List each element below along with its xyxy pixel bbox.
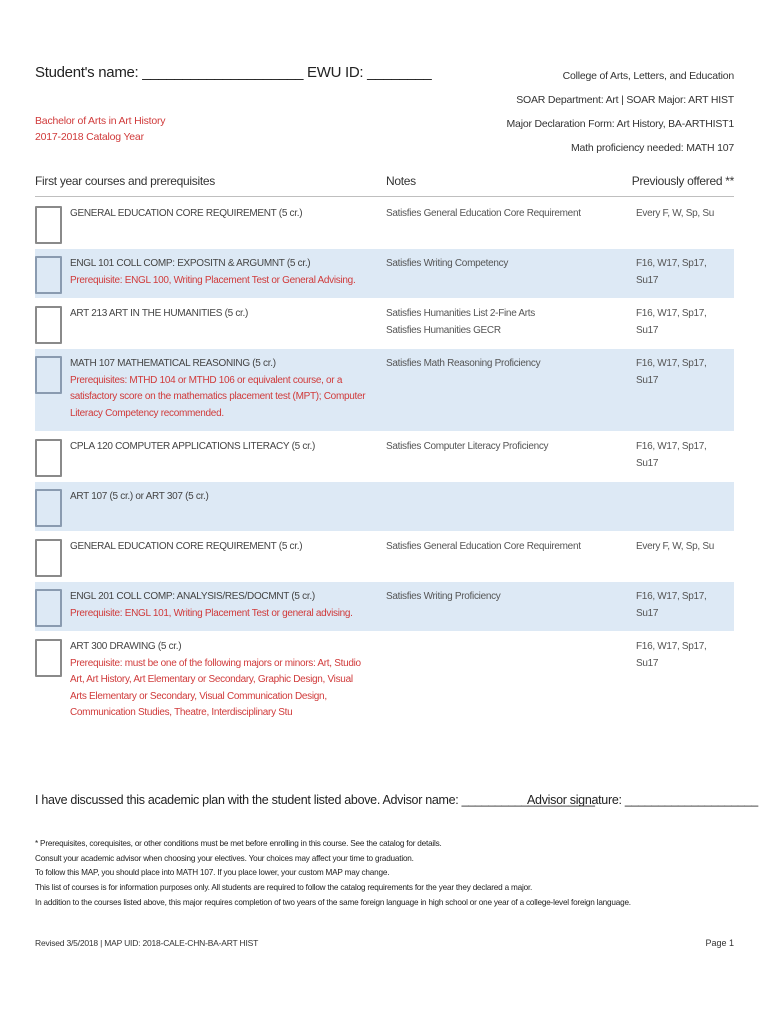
program-name: Bachelor of Arts in Art History — [35, 115, 166, 127]
course-note: Satisfies Humanities GECR — [386, 324, 501, 336]
course-row — [35, 299, 734, 349]
course-offered: F16, W17, Sp17, Su17 — [636, 308, 707, 336]
course-title: ENGL 201 COLL COMP: ANALYSIS/RES/DOCMNT (5 cr.) — [70, 591, 315, 602]
column-previously-offered: Previously offered ** — [631, 174, 734, 188]
course-row — [35, 249, 734, 299]
course-prerequisite: Prerequisite: ENGL 100, Writing Placement Test or General Advising. — [70, 274, 356, 286]
course-note: Satisfies General Education Core Requirement — [386, 541, 581, 552]
course-note: Satisfies General Education Core Requirement — [386, 208, 581, 219]
course-note: Satisfies Humanities List 2-Fine Arts — [386, 308, 535, 319]
course-title: GENERAL EDUCATION CORE REQUIREMENT (5 cr.) — [70, 541, 303, 552]
course-table-header — [35, 171, 734, 197]
course-row — [35, 349, 734, 432]
course-row — [35, 632, 734, 732]
course-offered: F16, W17, Sp17, Su17 — [636, 441, 707, 469]
course-note: Satisfies Writing Competency — [386, 258, 509, 269]
math-proficiency-line: Math proficiency needed: MATH 107 — [570, 142, 734, 154]
footnote: To follow this MAP, you should place into MATH 107. If you place lower, your custom MAP may change. — [35, 868, 390, 878]
course-checkbox[interactable] — [35, 306, 62, 344]
footnote: * Prerequisites, corequisites, or other conditions must be met before enrolling in this course. See the catalog for details. — [35, 839, 442, 848]
footnote: In addition to the courses listed above, this major requires completion of two years of the same foreign language in high school or one year of a college-level foreign language. — [35, 897, 631, 907]
course-offered: Every F, W, Sp, Su — [636, 208, 714, 219]
course-offered: Every F, W, Sp, Su — [636, 541, 714, 552]
department-line: SOAR Department: Art | SOAR Major: ART HIST — [516, 94, 734, 106]
course-row — [35, 482, 734, 532]
column-notes: Notes — [386, 174, 416, 188]
course-note: Satisfies Computer Literacy Proficiency — [386, 441, 549, 452]
course-offered: F16, W17, Sp17, Su17 — [636, 591, 707, 619]
college-name: College of Arts, Letters, and Education — [562, 70, 734, 82]
course-checkbox[interactable] — [35, 639, 62, 677]
course-prerequisite: Prerequisite: must be one of the following majors or minors: Art, Studio Art, Art History, Art Elementary or Secondary, Graphic Design, Visual Arts Elementary or Secondary, Visual Communication Design, Communication Studies, Theatre, Interdisciplinary Stu — [70, 657, 361, 718]
course-checkbox[interactable] — [35, 206, 62, 244]
course-offered: F16, W17, Sp17, Su17 — [636, 258, 707, 286]
course-checkbox[interactable] — [35, 256, 62, 294]
college-info — [507, 64, 734, 160]
course-title: MATH 107 MATHEMATICAL REASONING (5 cr.) — [70, 358, 276, 369]
course-row — [35, 532, 734, 582]
course-checkbox[interactable] — [35, 356, 62, 394]
course-title: ART 213 ART IN THE HUMANITIES (5 cr.) — [70, 308, 249, 319]
footnote: Consult your academic advisor when choosing your electives. Your choices may affect your time to graduation. — [35, 853, 414, 863]
course-title: GENERAL EDUCATION CORE REQUIREMENT (5 cr.) — [70, 208, 303, 219]
advisor-signature: Advisor signature: ____________________ — [527, 793, 758, 807]
program-info — [35, 113, 165, 145]
course-offered: F16, W17, Sp17, Su17 — [636, 358, 707, 386]
advisor-statement: I have discussed this academic plan with the student listed above. Advisor name: ____________________ — [35, 793, 595, 807]
course-offered: F16, W17, Sp17, Su17 — [636, 641, 707, 669]
course-checkbox[interactable] — [35, 589, 62, 627]
course-checkbox[interactable] — [35, 539, 62, 577]
revision-info: Revised 3/5/2018 | MAP UID: 2018-CALE-CHN-BA-ART HIST — [35, 938, 259, 948]
course-checkbox[interactable] — [35, 439, 62, 477]
student-name-line: Student's name: ____________________ EWU ID: ________ — [35, 64, 432, 81]
column-first-year: First year courses and prerequisites — [35, 174, 215, 188]
course-note: Satisfies Math Reasoning Proficiency — [386, 358, 541, 369]
course-list — [35, 199, 734, 732]
course-prerequisite: Prerequisites: MTHD 104 or MTHD 106 or equivalent course, or a satisfactory score on the mathematics placement test (MPT); Computer Literacy Competency recommended. — [70, 374, 366, 419]
course-row — [35, 199, 734, 249]
course-title: ART 300 DRAWING (5 cr.) — [70, 641, 182, 652]
catalog-year: 2017-2018 Catalog Year — [35, 131, 144, 143]
course-title: ENGL 101 COLL COMP: EXPOSITN & ARGUMNT (5 cr.) — [70, 258, 311, 269]
footnotes — [35, 837, 631, 911]
course-title: CPLA 120 COMPUTER APPLICATIONS LITERACY (5 cr.) — [70, 441, 316, 452]
course-row — [35, 582, 734, 632]
course-prerequisite: Prerequisite: ENGL 101, Writing Placement Test or general advising. — [70, 607, 353, 619]
course-row — [35, 432, 734, 482]
course-checkbox[interactable] — [35, 489, 62, 527]
course-title: ART 107 (5 cr.) or ART 307 (5 cr.) — [70, 491, 209, 502]
page-number: Page 1 — [705, 938, 734, 948]
course-note: Satisfies Writing Proficiency — [386, 591, 501, 602]
footnote: This list of courses is for information purposes only. All students are required to follow the catalog requirements for the year they declared a major. — [35, 883, 533, 893]
declaration-line: Major Declaration Form: Art History, BA-ARTHIST1 — [506, 118, 734, 130]
advisor-line — [35, 793, 758, 807]
